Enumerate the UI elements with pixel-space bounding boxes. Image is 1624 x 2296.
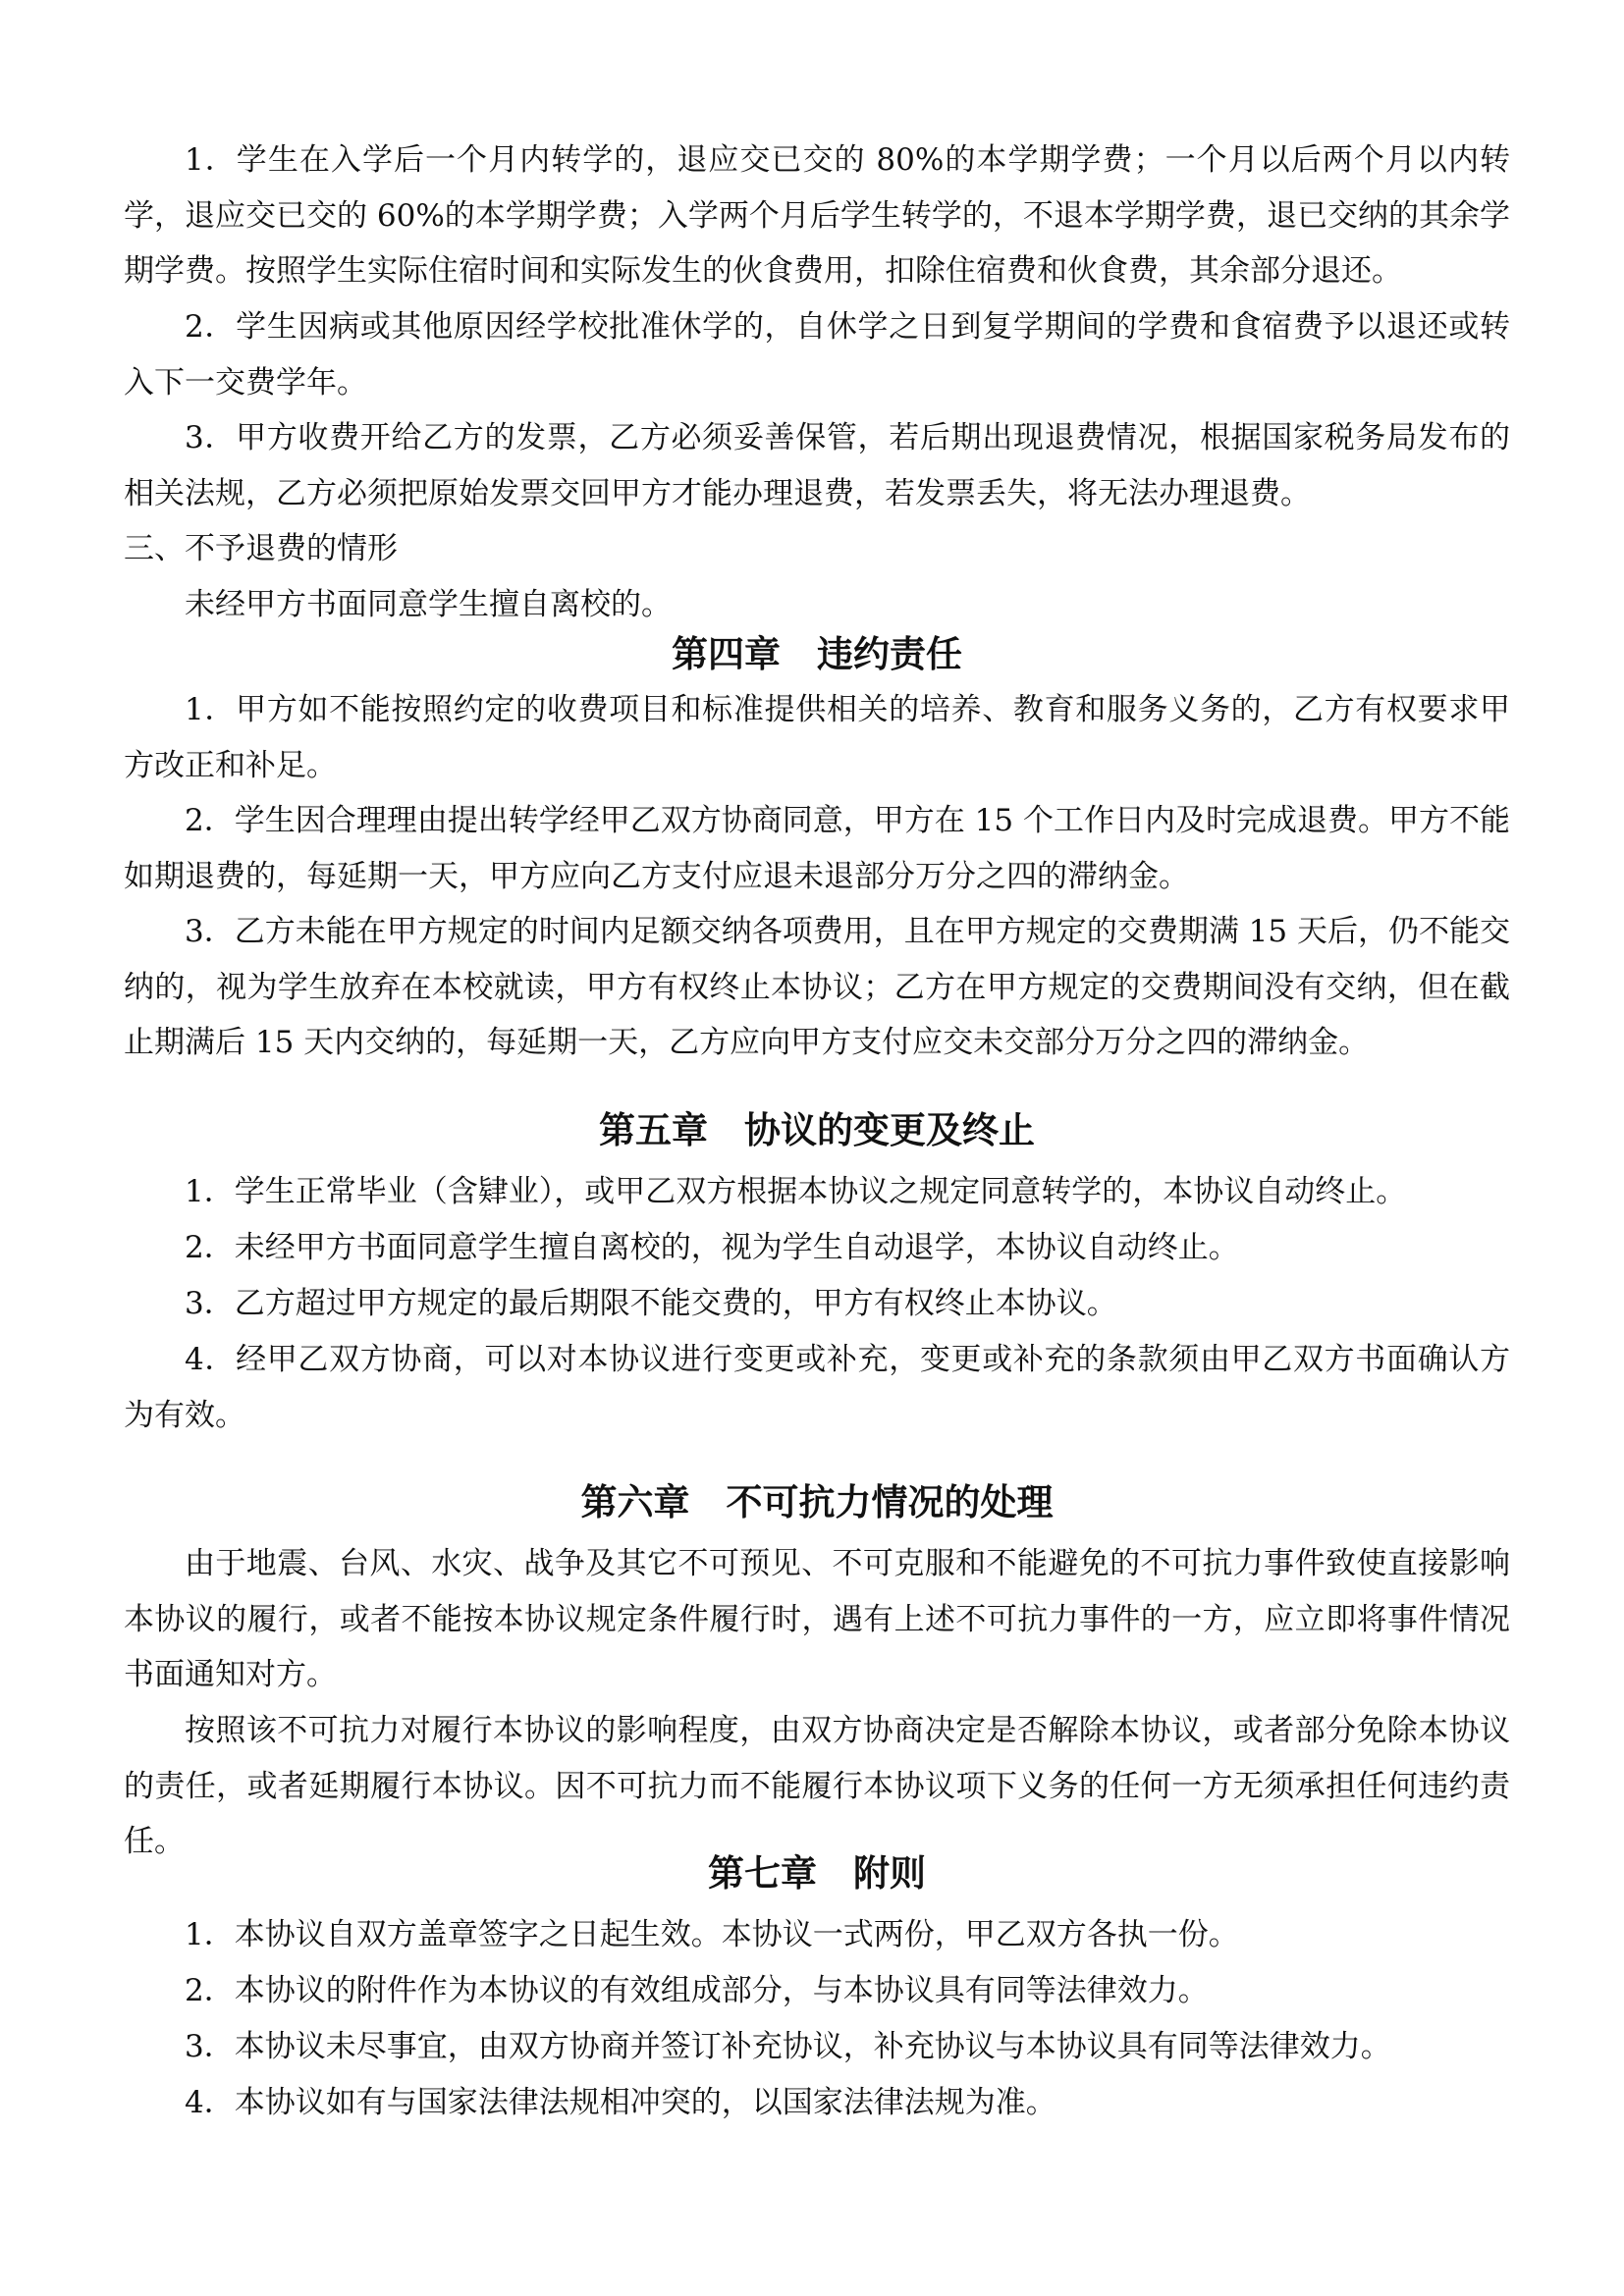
ch5-item-4: 4．经甲乙双方协商，可以对本协议进行变更或补充，变更或补充的条款须由甲乙双方书面确认方为有效。 [124,1342,1510,1433]
ch7-item-2: 2．本协议的附件作为本协议的有效组成部分，与本协议具有同等法律效力。 [185,1973,1209,2008]
ch5-item-1: 1．学生正常毕业（含肄业），或甲乙双方根据本协议之规定同意转学的，本协议自动终止。 [185,1174,1407,1209]
ch5-item-3: 3．乙方超过甲方规定的最后期限不能交费的，甲方有权终止本协议。 [185,1286,1117,1321]
ch4-item-1: 1．甲方如不能按照约定的收费项目和标准提供相关的培养、教育和服务义务的，乙方有权要求甲方改正和补足。 [124,692,1510,783]
chapter-4-title: 第四章 违约责任 [672,633,962,675]
refund-item-2: 2．学生因病或其他原因经学校批准休学的，自休学之日到复学期间的学费和食宿费予以退还或转入下一交费学年。 [124,309,1510,400]
ch6-para-2: 按照该不可抗力对履行本协议的影响程度，由双方协商决定是否解除本协议，或者部分免除本协议的责任，或者延期履行本协议。因不可抗力而不能履行本协议项下义务的任何一方无须承担任何违约责任。 [124,1713,1510,1859]
ch4-item-3: 3．乙方未能在甲方规定的时间内足额交纳各项费用，且在甲方规定的交费期满 15 天后，仍不能交纳的，视为学生放弃在本校就读，甲方有权终止本协议；乙方在甲方规定的交费期间没有交纳，但在截止期满后 15 天内交纳的，每延期一天，乙方应向甲方支付应交未交部分万分之四的滞纳金。 [124,914,1510,1060]
chapter-6-title: 第六章 不可抗力情况的处理 [580,1481,1054,1523]
refund-item-3: 3．甲方收费开给乙方的发票，乙方必须妥善保管，若后期出现退费情况，根据国家税务局发布的相关法规，乙方必须把原始发票交回甲方才能办理退费，若发票丢失，将无法办理退费。 [124,420,1510,511]
chapter-7-title: 第七章 附则 [708,1852,926,1895]
ch4-item-2: 2．学生因合理理由提出转学经甲乙双方协商同意，甲方在 15 个工作日内及时完成退费。甲方不能如期退费的，每延期一天，甲方应向乙方支付应退未退部分万分之四的滞纳金。 [124,803,1510,894]
ch6-para-1: 由于地震、台风、水灾、战争及其它不可预见、不可克服和不能避免的不可抗力事件致使直接影响本协议的履行，或者不能按本协议规定条件履行时，遇有上述不可抗力事件的一方，应立即将事件情况书面通知对方。 [124,1546,1510,1692]
ch7-item-1: 1．本协议自双方盖章签字之日起生效。本协议一式两份，甲乙双方各执一份。 [185,1917,1239,1952]
refund-item-1: 1．学生在入学后一个月内转学的，退应交已交的 80%的本学期学费；一个月以后两个月以内转学，退应交已交的 60%的本学期学费；入学两个月后学生转学的，不退本学期学费，退已交纳的其余学期学费。按照学生实际住宿时间和实际发生的伙食费用，扣除住宿费和伙食费，其余部分退还。 [124,142,1510,289]
no-refund-text: 未经甲方书面同意学生擅自离校的。 [185,587,672,622]
ch7-item-4: 4．本协议如有与国家法律法规相冲突的，以国家法律法规为准。 [185,2085,1056,2120]
chapter-5-title: 第五章 协议的变更及终止 [599,1109,1035,1151]
no-refund-section-title: 三、不予退费的情形 [124,531,398,566]
ch5-item-2: 2．未经甲方书面同意学生擅自离校的，视为学生自动退学，本协议自动终止。 [185,1230,1239,1265]
ch7-item-3: 3．本协议未尽事宜，由双方协商并签订补充协议，补充协议与本协议具有同等法律效力。 [185,2029,1391,2064]
